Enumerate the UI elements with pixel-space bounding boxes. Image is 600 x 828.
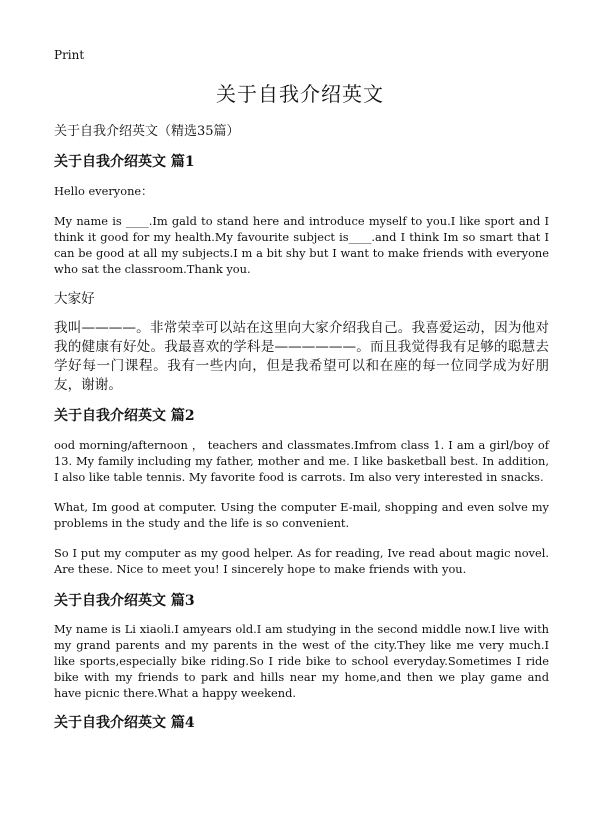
section-3-paragraph-1: My name is Li xiaoli.I amyears old.I am studying in the second middle now.I live with my grand parents and my parents in the west of the city.They like me very much.I like sports,especially bike riding.So I ride bike to school everyday.Sometimes I ride bike with my friends to park and hills near my home,and then we play game and have picnic there.What a happy weekend.: [54, 622, 549, 700]
section-2-paragraph-1: ood morning/afternoon ， teachers and classmates.Imfrom class 1. I am a girl/boy of 13. My family including my father, mother and me. I like basketball best. In addition, I also like table tennis. My favorite food is carrots. Im also very interested in snacks.: [54, 438, 549, 484]
section-heading-4: 关于自我介绍英文 篇4: [54, 715, 195, 731]
section-1-paragraph-3: 大家好: [54, 291, 95, 307]
section-2-paragraph-2: What, Im good at computer. Using the computer E-mail, shopping and even solve my problems in the study and the life is so convenient.: [54, 500, 549, 530]
section-heading-2: 关于自我介绍英文 篇2: [54, 408, 195, 424]
section-2-paragraph-3: So I put my computer as my good helper. As for reading, Ive read about magic novel. Are these. Nice to meet you! I sincerely hope to make friends with you.: [54, 546, 549, 576]
document-title: 关于自我介绍英文: [216, 82, 384, 106]
section-1-paragraph-1: Hello everyone：: [54, 184, 153, 198]
section-heading-1: 关于自我介绍英文 篇1: [54, 154, 195, 170]
section-1-paragraph-2: My name is ____.Im gald to stand here and introduce myself to you.I like sport and I think it good for my health.My favourite subject is____.and I think Im so smart that I can be good at all my subjects.I m a bit shy but I want to make friends with everyone who sat the classroom.Thank you.: [54, 214, 549, 276]
section-1-paragraph-4: 我叫————。非常荣幸可以站在这里向大家介绍我自己。我喜爱运动，因为他对我的健康有好处。我最喜欢的学科是——————。而且我觉得我有足够的聪慧去学好每一门课程。我有一些内向，但是我希望可以和在座的每一位同学成为好朋友，谢谢。: [54, 320, 549, 393]
print-label[interactable]: Print: [54, 48, 85, 62]
section-heading-3: 关于自我介绍英文 篇3: [54, 593, 195, 609]
document-subtitle: 关于自我介绍英文（精选35篇）: [54, 124, 240, 139]
